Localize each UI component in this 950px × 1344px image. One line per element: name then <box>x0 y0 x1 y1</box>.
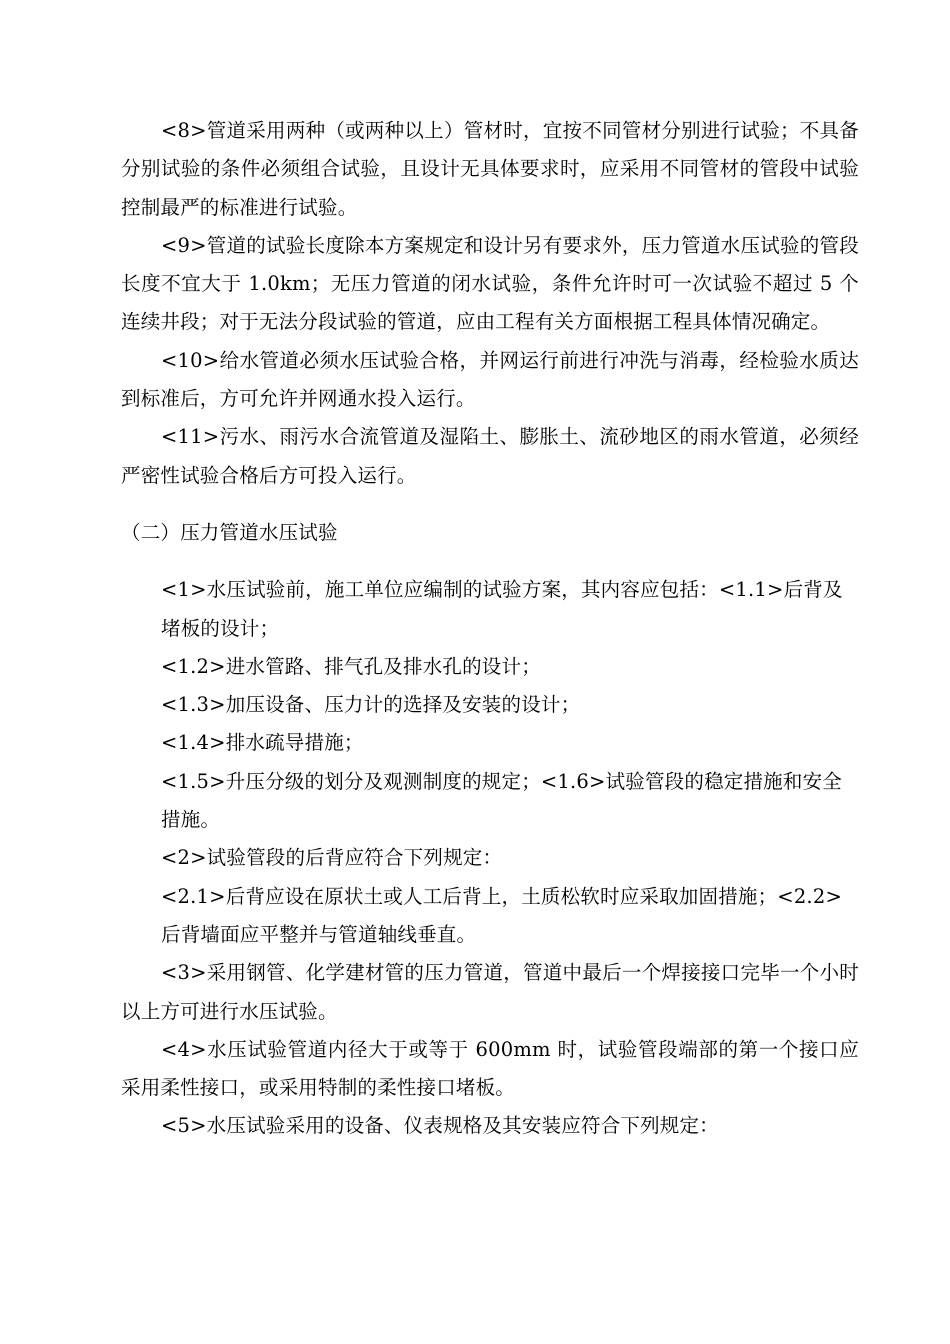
list-item: <2>试验管段的后背应符合下列规定： <box>161 846 503 870</box>
paragraph-11: <11>污水、雨污水合流管道及湿陷土、膨胀土、流砂地区的雨水管道，必须经严密性试验合格后方可投入运行。 <box>121 425 859 487</box>
paragraph-5: <5>水压试验采用的设备、仪表规格及其安装应符合下列规定： <box>161 1114 719 1138</box>
paragraph-4: <4>水压试验管道内径大于或等于 600mm 时，试验管段端部的第一个接口应采用柔性接口，或采用特制的柔性接口堵板。 <box>121 1037 859 1100</box>
paragraph-8: <8>管道采用两种（或两种以上）管材时，宜按不同管材分别进行试验；不具备分别试验的条件必须组合试验，且设计无具体要求时，应采用不同管材的管段中试验控制最严的标准进行试验。 <box>121 119 859 219</box>
paragraph-3: <3>采用钢管、化学建材管的压力管道，管道中最后一个焊接接口完毕一个小时以上方可进行水压试验。 <box>121 961 859 1023</box>
test-plan-list <box>121 571 859 954</box>
list-item: <1.3>加压设备、压力计的选择及安装的设计； <box>161 693 581 717</box>
list-item: <1.2>进水管路、排气孔及排水孔的设计； <box>161 654 541 678</box>
list-item: <1.5>升压分级的划分及观测制度的规定；<1.6>试验管段的稳定措施和安全措施。 <box>161 769 842 832</box>
document-body <box>121 112 859 1146</box>
paragraph-10: <10>给水管道必须水压试验合格，并网运行前进行冲洗与消毒，经检验水质达到标准后，方可允许并网通水投入运行。 <box>121 348 859 411</box>
paragraph-9: <9>管道的试验长度除本方案规定和设计另有要求外，压力管道水压试验的管段长度不宜大于 1.0km；无压力管道的闭水试验，条件允许时可一次试验不超过 5 个连续井段；对于无法分段试验的管道，应由工程有关方面根据工程具体情况确定。 <box>121 233 859 334</box>
list-item: <2.1>后背应设在原状土或人工后背上，土质松软时应采取加固措施；<2.2>后背墙面应平整并与管道轴线垂直。 <box>161 884 842 946</box>
list-item: <1>水压试验前，施工单位应编制的试验方案，其内容应包括：<1.1>后背及堵板的设计； <box>161 578 843 640</box>
section-heading: （二）压力管道水压试验 <box>121 520 338 544</box>
list-item: <1.4>排水疏导措施； <box>161 731 364 755</box>
